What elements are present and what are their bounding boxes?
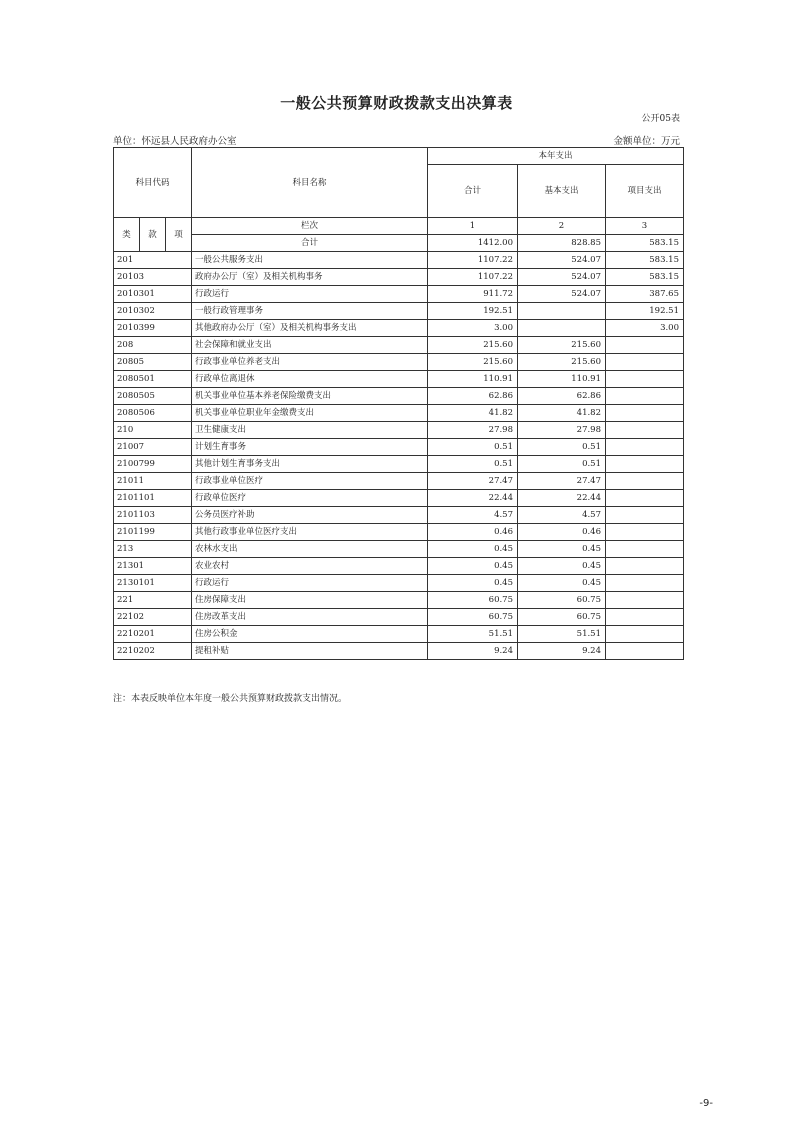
row-name: 行政事业单位医疗 xyxy=(192,473,428,490)
row-name: 提租补贴 xyxy=(192,643,428,660)
row-project xyxy=(606,405,684,422)
row-name: 机关事业单位基本养老保险缴费支出 xyxy=(192,388,428,405)
row-project xyxy=(606,541,684,558)
header-lei: 类 xyxy=(114,218,140,252)
row-name: 行政单位医疗 xyxy=(192,490,428,507)
row-code: 20103 xyxy=(114,269,192,286)
row-code: 210 xyxy=(114,422,192,439)
row-code: 213 xyxy=(114,541,192,558)
row-project xyxy=(606,371,684,388)
row-name: 农业农村 xyxy=(192,558,428,575)
row-total: 215.60 xyxy=(428,337,518,354)
table-row xyxy=(114,439,684,456)
row-project: 387.65 xyxy=(606,286,684,303)
row-name: 住房改革支出 xyxy=(192,609,428,626)
table-row xyxy=(114,558,684,575)
row-total: 9.24 xyxy=(428,643,518,660)
page-title: 一般公共预算财政拨款支出决算表 xyxy=(280,94,513,112)
row-code: 2210202 xyxy=(114,643,192,660)
row-total: 22.44 xyxy=(428,490,518,507)
row-code: 21007 xyxy=(114,439,192,456)
page-number: -9- xyxy=(699,1098,713,1109)
row-name: 行政事业单位养老支出 xyxy=(192,354,428,371)
row-basic: 215.60 xyxy=(518,354,606,371)
row-basic: 60.75 xyxy=(518,592,606,609)
total-total: 1412.00 xyxy=(428,235,518,252)
row-total: 3.00 xyxy=(428,320,518,337)
table-row xyxy=(114,371,684,388)
index-3: 3 xyxy=(606,218,684,235)
row-project: 583.15 xyxy=(606,269,684,286)
row-code: 2101199 xyxy=(114,524,192,541)
total-row xyxy=(114,235,684,252)
row-project: 3.00 xyxy=(606,320,684,337)
row-total: 0.45 xyxy=(428,558,518,575)
table-row xyxy=(114,252,684,269)
row-basic: 0.51 xyxy=(518,439,606,456)
row-project xyxy=(606,524,684,541)
index-2: 2 xyxy=(518,218,606,235)
table-row xyxy=(114,592,684,609)
row-project xyxy=(606,473,684,490)
unit-label: 单位：怀远县人民政府办公室 xyxy=(113,136,237,147)
row-code: 221 xyxy=(114,592,192,609)
row-code: 2101101 xyxy=(114,490,192,507)
row-total: 27.47 xyxy=(428,473,518,490)
total-label: 合计 xyxy=(192,235,428,252)
row-name: 行政运行 xyxy=(192,575,428,592)
row-basic: 0.51 xyxy=(518,456,606,473)
table-row xyxy=(114,269,684,286)
row-code: 2101103 xyxy=(114,507,192,524)
row-basic xyxy=(518,320,606,337)
row-code: 208 xyxy=(114,337,192,354)
table-row xyxy=(114,626,684,643)
row-total: 192.51 xyxy=(428,303,518,320)
row-basic: 524.07 xyxy=(518,252,606,269)
table-row xyxy=(114,303,684,320)
row-total: 0.51 xyxy=(428,456,518,473)
row-total: 1107.22 xyxy=(428,252,518,269)
row-name: 住房公积金 xyxy=(192,626,428,643)
row-project xyxy=(606,456,684,473)
table-row xyxy=(114,456,684,473)
row-project xyxy=(606,507,684,524)
row-total: 1107.22 xyxy=(428,269,518,286)
row-code: 21011 xyxy=(114,473,192,490)
header-name: 科目名称 xyxy=(192,148,428,218)
index-1: 1 xyxy=(428,218,518,235)
form-number: 公开05表 xyxy=(641,114,680,124)
table-row xyxy=(114,643,684,660)
row-project xyxy=(606,490,684,507)
row-basic: 0.46 xyxy=(518,524,606,541)
row-basic: 27.47 xyxy=(518,473,606,490)
row-project xyxy=(606,575,684,592)
row-total: 27.98 xyxy=(428,422,518,439)
row-name: 政府办公厅（室）及相关机构事务 xyxy=(192,269,428,286)
total-project: 583.15 xyxy=(606,235,684,252)
row-total: 41.82 xyxy=(428,405,518,422)
row-code: 2080505 xyxy=(114,388,192,405)
table-row xyxy=(114,507,684,524)
row-code: 22102 xyxy=(114,609,192,626)
row-name: 其他行政事业单位医疗支出 xyxy=(192,524,428,541)
header-code: 科目代码 xyxy=(114,148,192,218)
row-basic: 51.51 xyxy=(518,626,606,643)
row-name: 行政单位离退休 xyxy=(192,371,428,388)
row-project xyxy=(606,422,684,439)
row-project xyxy=(606,337,684,354)
row-name: 农林水支出 xyxy=(192,541,428,558)
row-name: 住房保障支出 xyxy=(192,592,428,609)
table-row xyxy=(114,490,684,507)
table-row xyxy=(114,320,684,337)
row-name: 计划生育事务 xyxy=(192,439,428,456)
row-total: 911.72 xyxy=(428,286,518,303)
table-row xyxy=(114,388,684,405)
row-project xyxy=(606,558,684,575)
table-row xyxy=(114,422,684,439)
row-total: 60.75 xyxy=(428,592,518,609)
row-code: 201 xyxy=(114,252,192,269)
row-code: 2210201 xyxy=(114,626,192,643)
table-row xyxy=(114,337,684,354)
row-basic: 0.45 xyxy=(518,541,606,558)
total-basic: 828.85 xyxy=(518,235,606,252)
row-total: 51.51 xyxy=(428,626,518,643)
row-project xyxy=(606,388,684,405)
row-basic: 9.24 xyxy=(518,643,606,660)
row-name: 其他计划生育事务支出 xyxy=(192,456,428,473)
row-project: 192.51 xyxy=(606,303,684,320)
row-name: 行政运行 xyxy=(192,286,428,303)
budget-table xyxy=(113,147,684,660)
row-basic: 0.45 xyxy=(518,558,606,575)
row-total: 0.45 xyxy=(428,575,518,592)
row-basic: 27.98 xyxy=(518,422,606,439)
row-project xyxy=(606,592,684,609)
header-current-year: 本年支出 xyxy=(428,148,684,165)
row-name: 一般行政管理事务 xyxy=(192,303,428,320)
row-code: 2080506 xyxy=(114,405,192,422)
row-basic: 62.86 xyxy=(518,388,606,405)
row-total: 0.46 xyxy=(428,524,518,541)
row-code: 2010399 xyxy=(114,320,192,337)
row-project xyxy=(606,643,684,660)
row-name: 一般公共服务支出 xyxy=(192,252,428,269)
table-row xyxy=(114,286,684,303)
table-row xyxy=(114,354,684,371)
table-row xyxy=(114,541,684,558)
row-code: 2010302 xyxy=(114,303,192,320)
row-total: 110.91 xyxy=(428,371,518,388)
row-basic: 4.57 xyxy=(518,507,606,524)
header-basic: 基本支出 xyxy=(518,165,606,218)
row-basic: 0.45 xyxy=(518,575,606,592)
row-name: 机关事业单位职业年金缴费支出 xyxy=(192,405,428,422)
row-project xyxy=(606,626,684,643)
row-total: 62.86 xyxy=(428,388,518,405)
row-code: 20805 xyxy=(114,354,192,371)
row-name: 其他政府办公厅（室）及相关机构事务支出 xyxy=(192,320,428,337)
header-index: 栏次 xyxy=(192,218,428,235)
table-row xyxy=(114,524,684,541)
row-basic: 524.07 xyxy=(518,269,606,286)
row-total: 4.57 xyxy=(428,507,518,524)
row-project xyxy=(606,609,684,626)
row-basic: 41.82 xyxy=(518,405,606,422)
row-project: 583.15 xyxy=(606,252,684,269)
amount-unit-label: 金额单位：万元 xyxy=(613,136,680,147)
row-code: 21301 xyxy=(114,558,192,575)
row-name: 卫生健康支出 xyxy=(192,422,428,439)
row-basic: 110.91 xyxy=(518,371,606,388)
table-row xyxy=(114,405,684,422)
row-basic: 524.07 xyxy=(518,286,606,303)
header-xiang: 项 xyxy=(166,218,192,252)
row-name: 社会保障和就业支出 xyxy=(192,337,428,354)
row-code: 2100799 xyxy=(114,456,192,473)
row-total: 60.75 xyxy=(428,609,518,626)
row-basic: 22.44 xyxy=(518,490,606,507)
row-code: 2080501 xyxy=(114,371,192,388)
row-name: 公务员医疗补助 xyxy=(192,507,428,524)
table-row xyxy=(114,575,684,592)
row-code: 2130101 xyxy=(114,575,192,592)
header-project: 项目支出 xyxy=(606,165,684,218)
row-basic xyxy=(518,303,606,320)
header-total: 合计 xyxy=(428,165,518,218)
row-total: 215.60 xyxy=(428,354,518,371)
row-project xyxy=(606,354,684,371)
row-basic: 215.60 xyxy=(518,337,606,354)
row-project xyxy=(606,439,684,456)
table-row xyxy=(114,609,684,626)
row-basic: 60.75 xyxy=(518,609,606,626)
header-kuan: 款 xyxy=(140,218,166,252)
row-total: 0.45 xyxy=(428,541,518,558)
table-row xyxy=(114,473,684,490)
row-code: 2010301 xyxy=(114,286,192,303)
row-total: 0.51 xyxy=(428,439,518,456)
table-note: 注：本表反映单位本年度一般公共预算财政拨款支出情况。 xyxy=(113,694,348,704)
